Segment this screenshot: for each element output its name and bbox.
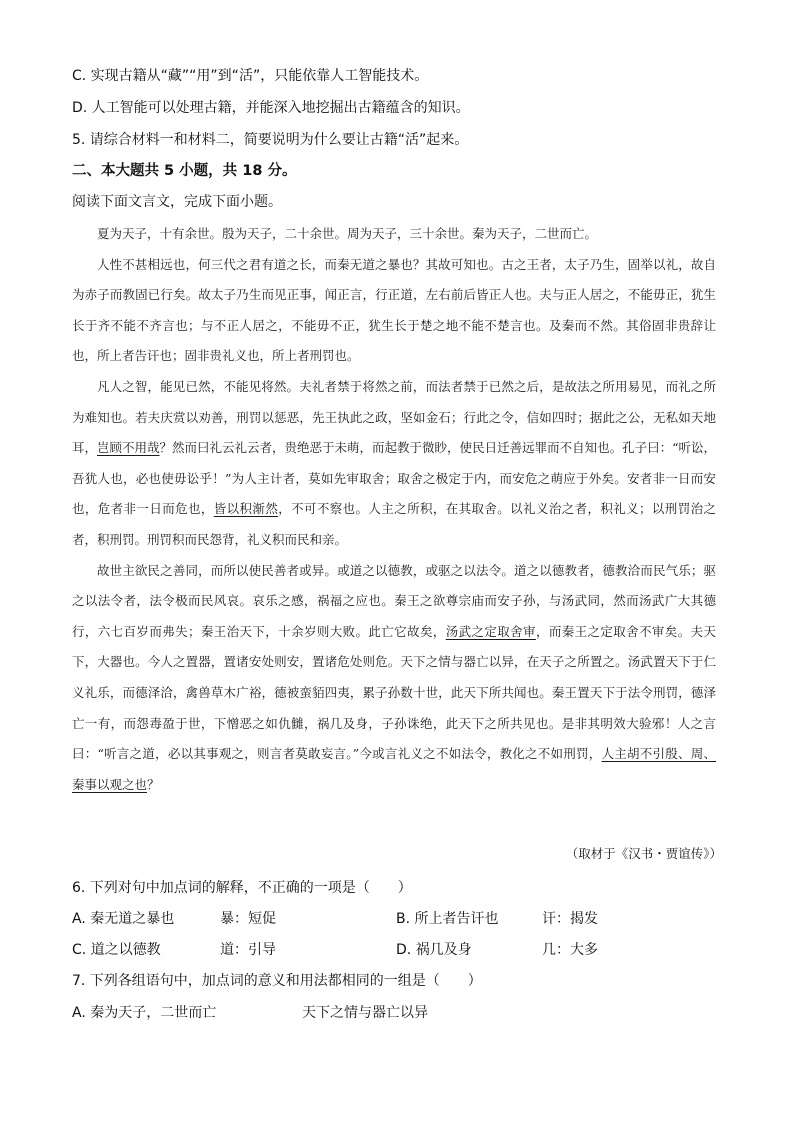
passage-paragraph-4 xyxy=(72,556,716,801)
q6-option-d: D. 祸几及身 xyxy=(396,942,472,958)
underlined-phrase: 岂顾不用哉 xyxy=(97,440,160,456)
passage-paragraph-2: 人性不甚相远也，何三代之君有道之长，而秦无道之暴也？其故可知也。古之王者，太子乃生，固举以礼，故自为赤子而教固已行矣。故太子乃生而见正事，闻正言，行正道，左右前后皆正人也。夫与正人居之，不能毋正，犹生长于齐不能不齐言也；与不正人居之，不能毋不正，犹生长于楚之地不能不楚言也。及秦而不然。其俗固非贵辞让也，所上者告讦也；固非贵礼义也，所上者刑罚也。 xyxy=(72,256,716,364)
option-d: D. 人工智能可以处理古籍，并能深入地挖掘出古籍蕴含的知识。 xyxy=(72,100,470,116)
q6-option-a-gloss: 暴：短促 xyxy=(220,911,276,927)
q7-option-a-right: 天下之情与器亡以异 xyxy=(302,1005,428,1021)
section-instruction: 阅读下面文言文，完成下面小题。 xyxy=(72,194,282,210)
passage-text: 凡人之智，能见已然，不能见将然。夫礼者禁于将然之前，而法者禁于已然之后，是故法之所用易见，而礼之所为难知也。若夫庆赏以劝善，刑罚以惩恶，先王执此之政，坚如金石；行此之令，信如四时；据此之公，无私如天地耳， xyxy=(72,378,716,456)
passage-text: ，不可不察也。人主之所积，在其取舍。以礼义治之者，积礼义；以刑罚治之者，积刑罚。刑罚积而民怨背，礼义积而民和亲。 xyxy=(72,501,716,547)
passage-text: ？ xyxy=(147,776,160,792)
passage-text: ，而秦王之定取舍不审矣。夫天下，大器也。今人之置器，置诸安处则安，置诸危处则危。天下之情与器亡以异，在天子之所置之。汤武置天下于仁义礼乐，而德泽洽，禽兽草木广裕，德被蛮貊四夷，累子孙数十世，此天下所共闻也。秦王置天下于法令刑罚，德泽亡一有，而怨毒盈于世，下憎恶之如仇雠，祸几及身，子孙诛绝，此天下之所共见也。是非其明效大验邪！人之言曰：“听言之道，必以其事观之，则言者莫敢妄言。”今或言礼义之不如法令，教化之不如刑罚， xyxy=(72,623,716,762)
q6-option-b: B. 所上者告讦也 xyxy=(396,911,499,927)
q6-option-c-gloss: 道：引导 xyxy=(220,942,276,958)
q6-option-a: A. 秦无道之暴也 xyxy=(72,911,175,927)
passage-paragraph-1: 夏为天子，十有余世。殷为天子，二十余世。周为天子，三十余世。秦为天子，二世而亡。 xyxy=(97,226,598,241)
underlined-phrase: 汤武之定取舍审 xyxy=(445,623,536,639)
question-7-stem: 7. 下列各组语句中，加点词的意义和用法都相同的一组是（ ） xyxy=(72,973,482,989)
underlined-phrase: 人主胡不引殷、周、秦事以观之也 xyxy=(72,746,716,792)
underlined-phrase: 皆以积渐然 xyxy=(213,501,279,517)
q6-option-c: C. 道之以德教 xyxy=(72,942,161,958)
section-title: 二、本大题共 5 小题，共 18 分。 xyxy=(72,163,297,179)
q7-option-a-left: A. 秦为天子，二世而亡 xyxy=(72,1005,217,1021)
q6-option-b-gloss: 讦：揭发 xyxy=(542,911,598,927)
option-c: C. 实现古籍从“藏”“用”到“活”，只能依靠人工智能技术。 xyxy=(72,68,429,84)
classical-passage xyxy=(72,219,716,800)
passage-source: （取材于《汉书・贾谊传》） xyxy=(565,846,722,861)
q6-option-d-gloss: 几：大多 xyxy=(542,942,598,958)
passage-paragraph-3 xyxy=(72,372,716,556)
passage-text: 故世主欲民之善同，而所以使民善者或异。或道之以德教，或驱之以法令。道之以德教者，德教洽而民气乐；驱之以法令者，法令极而民风哀。哀乐之感，祸福之应也。秦王之欲尊宗庙而安子孙，与汤武同，然而汤武广大其德行，六七百岁而弗失；秦王治天下，十余岁则大败。此亡它故矣， xyxy=(72,562,716,639)
question-5: 5. 请综合材料一和材料二，简要说明为什么要让古籍“活”起来。 xyxy=(72,132,469,148)
question-6-stem: 6. 下列对句中加点词的解释，不正确的一项是（ ） xyxy=(72,880,412,896)
passage-text: ？然而曰礼云礼云者，贵绝恶于未萌，而起教于微眇，使民日迁善远罪而不自知也。孔子曰：“听讼，吾犹人也，必也使毋讼乎！”为人主计者，莫如先审取舍；取舍之极定于内，而安危之萌应于外矣。安者非一日而安也，危者非一日而危也， xyxy=(72,440,716,517)
